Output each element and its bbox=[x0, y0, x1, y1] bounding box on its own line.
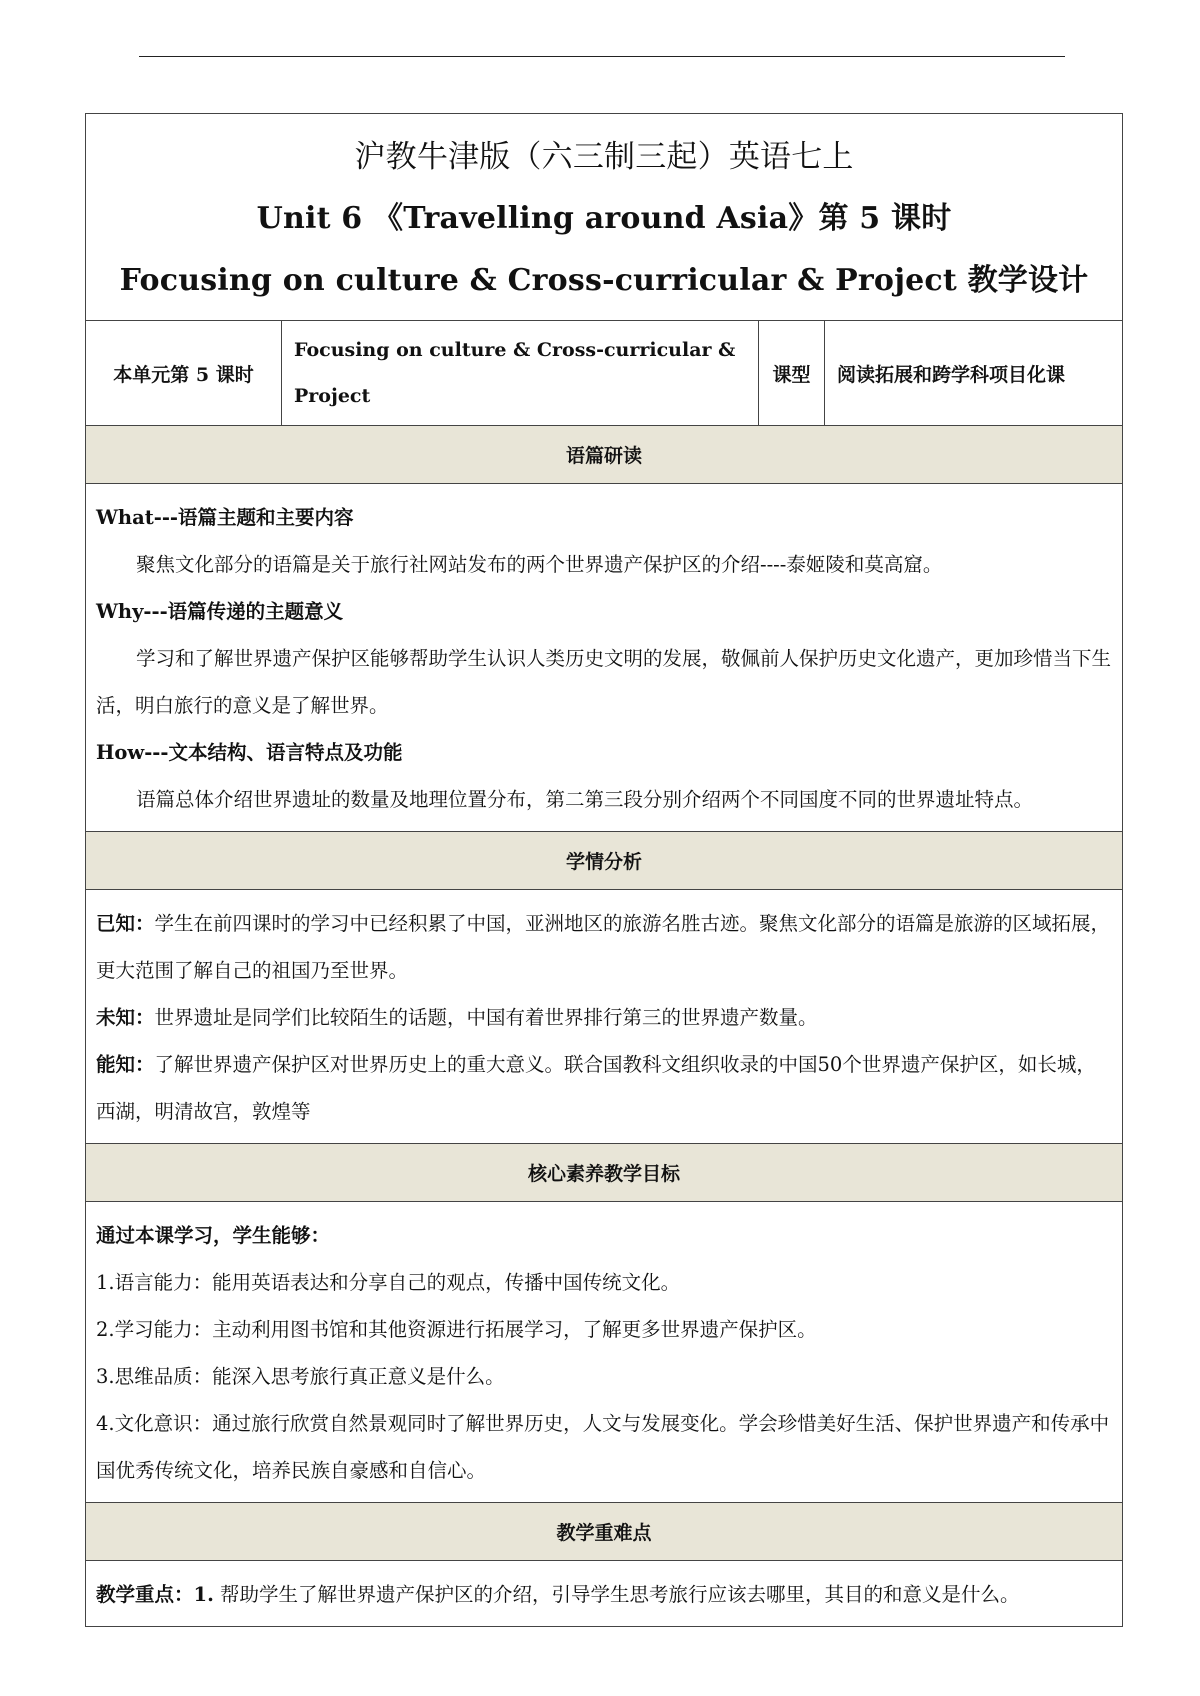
section-header-objectives bbox=[86, 1144, 1123, 1202]
unknown-paragraph bbox=[96, 994, 1112, 1041]
how-label: How---文本结构、语言特点及功能 bbox=[96, 741, 403, 764]
objective-item: 3.思维品质：能深入思考旅行真正意义是什么。 bbox=[96, 1365, 505, 1388]
learner-analysis-row bbox=[86, 890, 1123, 1144]
text-study-row bbox=[86, 484, 1123, 832]
why-label: Why---语篇传递的主题意义 bbox=[96, 600, 344, 623]
learner-analysis-content bbox=[86, 890, 1123, 1144]
why-text: 学习和了解世界遗产保护区能够帮助学生认识人类历史文明的发展，敬佩前人保护历史文化遗产，更加珍惜当下生活，明白旅行的意义是了解世界。 bbox=[96, 647, 1112, 717]
section-heading: 语篇研读 bbox=[86, 426, 1123, 484]
able-label: 能知： bbox=[96, 1053, 155, 1076]
objectives-intro: 通过本课学习，学生能够： bbox=[96, 1224, 331, 1247]
text-study-content bbox=[86, 484, 1123, 832]
lesson-plan-table bbox=[85, 113, 1123, 1627]
lesson-number-label: 本单元第 5 课时 bbox=[86, 321, 282, 426]
how-text: 语篇总体介绍世界遗址的数量及地理位置分布，第二第三段分别介绍两个不同国度不同的世界遗址特点。 bbox=[136, 788, 1034, 811]
header-rule bbox=[139, 56, 1065, 57]
title-row bbox=[86, 114, 1123, 321]
unknown-text: 世界遗址是同学们比较陌生的话题，中国有着世界排行第三的世界遗产数量。 bbox=[154, 1006, 818, 1029]
title-line-1: 沪教牛津版（六三制三起）英语七上 bbox=[354, 139, 854, 175]
objectives-row bbox=[86, 1202, 1123, 1503]
unknown-label: 未知： bbox=[96, 1006, 155, 1029]
known-paragraph bbox=[96, 900, 1112, 994]
what-text: 聚焦文化部分的语篇是关于旅行社网站发布的两个世界遗产保护区的介绍----泰姬陵和莫高窟。 bbox=[136, 553, 943, 576]
lesson-title: Focusing on culture & Cross-curricular & Project bbox=[282, 321, 759, 426]
section-header-key-points bbox=[86, 1503, 1123, 1561]
able-paragraph bbox=[96, 1041, 1112, 1135]
objectives-content bbox=[86, 1202, 1123, 1503]
objective-item: 4.文化意识：通过旅行欣赏自然景观同时了解世界历史，人文与发展变化。学会珍惜美好生活、保护世界遗产和传承中国优秀传统文化，培养民族自豪感和自信心。 bbox=[96, 1412, 1110, 1482]
key-points-content bbox=[86, 1561, 1123, 1627]
section-heading: 核心素养教学目标 bbox=[86, 1144, 1123, 1202]
what-label: What---语篇主题和主要内容 bbox=[96, 506, 354, 529]
document-title bbox=[86, 114, 1123, 321]
key-points-row bbox=[86, 1561, 1123, 1627]
objective-item: 1.语言能力：能用英语表达和分享自己的观点，传播中国传统文化。 bbox=[96, 1271, 681, 1294]
objective-item: 2.学习能力：主动利用图书馆和其他资源进行拓展学习，了解更多世界遗产保护区。 bbox=[96, 1318, 817, 1341]
section-header-text-study bbox=[86, 426, 1123, 484]
focus-text: 帮助学生了解世界遗产保护区的介绍，引导学生思考旅行应该去哪里，其目的和意义是什么。 bbox=[213, 1583, 1020, 1606]
section-heading: 学情分析 bbox=[86, 832, 1123, 890]
lesson-info-row bbox=[86, 321, 1123, 426]
focus-label: 教学重点：1. bbox=[96, 1583, 214, 1606]
lesson-type-label: 课型 bbox=[759, 321, 825, 426]
known-text: 学生在前四课时的学习中已经积累了中国，亚洲地区的旅游名胜古迹。聚焦文化部分的语篇是旅游的区域拓展，更大范围了解自己的祖国乃至世界。 bbox=[96, 912, 1111, 982]
focus-paragraph bbox=[96, 1571, 1112, 1618]
section-header-learner-analysis bbox=[86, 832, 1123, 890]
able-text: 了解世界遗产保护区对世界历史上的重大意义。联合国教科文组织收录的中国50个世界遗产保护区，如长城，西湖，明清故宫，敦煌等 bbox=[96, 1053, 1096, 1123]
section-heading: 教学重难点 bbox=[86, 1503, 1123, 1561]
lesson-type-value: 阅读拓展和跨学科项目化课 bbox=[825, 321, 1123, 426]
title-line-2: Unit 6 《Travelling around Asia》第 5 课时 bbox=[256, 201, 952, 236]
title-line-3: Focusing on culture & Cross-curricular & Project 教学设计 bbox=[119, 263, 1089, 298]
known-label: 已知： bbox=[96, 912, 155, 935]
